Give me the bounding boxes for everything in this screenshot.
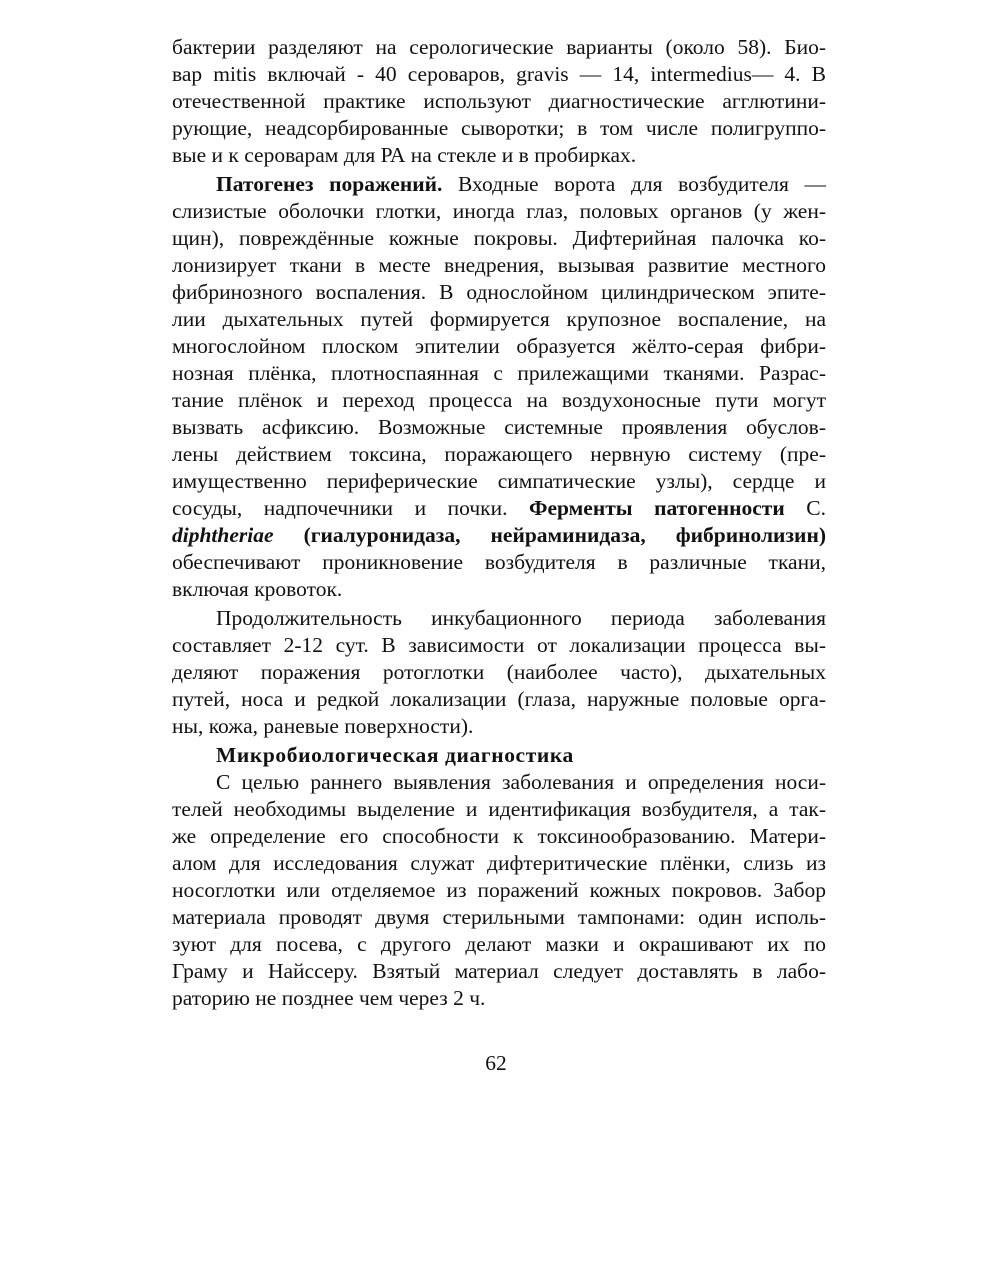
text-line: бактерии разделяют на серологические варианты (около 58). Био- bbox=[172, 35, 826, 59]
text-line: зуют для посева, с другого делают мазки и окрашивают их по bbox=[172, 932, 826, 956]
text-line: деляют поражения ротоглотки (наиболее часто), дыхательных bbox=[172, 660, 826, 684]
text-line: тание плёнок и переход процесса на воздухоносные пути могут bbox=[172, 388, 826, 412]
text-line: лены действием токсина, поражающего нервную систему (пре- bbox=[172, 442, 826, 466]
text-line bbox=[172, 171, 826, 198]
paragraph-pathogenesis bbox=[172, 171, 826, 603]
enzyme-list: (гиалуронидаза, нейраминидаза, фибринолизин) bbox=[273, 523, 826, 547]
text-line: раторию не позднее чем через 2 ч. bbox=[172, 986, 486, 1010]
text-line: путей, носа и редкой локализации (глаза, наружные половые орга- bbox=[172, 687, 826, 711]
pathogenesis-heading: Патогенез поражений. bbox=[216, 172, 443, 196]
pathogenicity-enzymes-term: Ферменты патогенности bbox=[529, 496, 785, 520]
text-line: вые и к сероварам для РА на стекле и в пробирках. bbox=[172, 143, 637, 167]
page-number: 62 bbox=[485, 1051, 507, 1075]
text-line: Граму и Найссеру. Взятый материал следует доставлять в лабо- bbox=[172, 959, 826, 983]
text-line: же определение его способности к токсинообразованию. Матери- bbox=[172, 824, 826, 848]
text-fragment: C. bbox=[784, 496, 826, 520]
text-line: носоглотки или отделяемое из поражений кожных покровов. Забор bbox=[172, 878, 826, 902]
page-body bbox=[172, 34, 826, 1012]
text-line: отечественной практике используют диагностические агглютини- bbox=[172, 89, 826, 113]
text-line: слизистые оболочки глотки, иногда глаз, половых органов (у жен- bbox=[172, 199, 826, 223]
text-line: лонизирует ткани в месте внедрения, вызывая развитие местного bbox=[172, 253, 826, 277]
text-line: щин), повреждённые кожные покровы. Дифтерийная палочка ко- bbox=[172, 226, 826, 250]
text-line: вызвать асфиксию. Возможные системные проявления обуслов- bbox=[172, 415, 826, 439]
text-line: телей необходимы выделение и идентификация возбудителя, а так- bbox=[172, 797, 826, 821]
paragraph-serological-variants bbox=[172, 34, 826, 169]
text-line: материала проводят двумя стерильными тампонами: один исполь- bbox=[172, 905, 826, 929]
text-line: составляет 2-12 сут. В зависимости от локализации процесса вы- bbox=[172, 633, 826, 657]
text-line: имущественно периферические симпатические узлы), сердце и bbox=[172, 469, 826, 493]
text-line: многослойном плоском эпителии образуется жёлто-серая фибри- bbox=[172, 334, 826, 358]
species-name: diphtheriae bbox=[172, 523, 274, 547]
text-line: рующие, неадсорбированные сыворотки; в том числе полигруппо- bbox=[172, 116, 826, 140]
text-line: обеспечивают проникновение возбудителя в различные ткани, bbox=[172, 550, 826, 574]
text-line bbox=[172, 495, 826, 522]
paragraph-incubation bbox=[172, 605, 826, 740]
section-heading: Микробиологическая диагностика bbox=[216, 743, 574, 767]
text-line: Продолжительность инкубационного периода заболевания bbox=[216, 606, 826, 630]
text-line: вар mitis включай - 40 сероваров, gravis — 14, intermedius— 4. В bbox=[172, 62, 826, 86]
text-line: ны, кожа, раневые поверхности). bbox=[172, 714, 474, 738]
text-line: нозная плёнка, плотноспаянная с прилежащими тканями. Разрас- bbox=[172, 361, 826, 385]
text-fragment: Входные ворота для возбудителя — bbox=[442, 172, 826, 196]
paragraph-diagnostics bbox=[172, 769, 826, 1012]
text-line: алом для исследования служат дифтеритические плёнки, слизь из bbox=[172, 851, 826, 875]
text-line: фибринозного воспаления. В однослойном цилиндрическом эпите- bbox=[172, 280, 826, 304]
text-line: включая кровоток. bbox=[172, 577, 343, 601]
text-line bbox=[172, 522, 826, 549]
text-fragment: сосуды, надпочечники и почки. bbox=[172, 496, 529, 520]
text-line: С целью раннего выявления заболевания и определения носи- bbox=[216, 770, 826, 794]
text-line: лии дыхательных путей формируется крупозное воспаление, на bbox=[172, 307, 826, 331]
